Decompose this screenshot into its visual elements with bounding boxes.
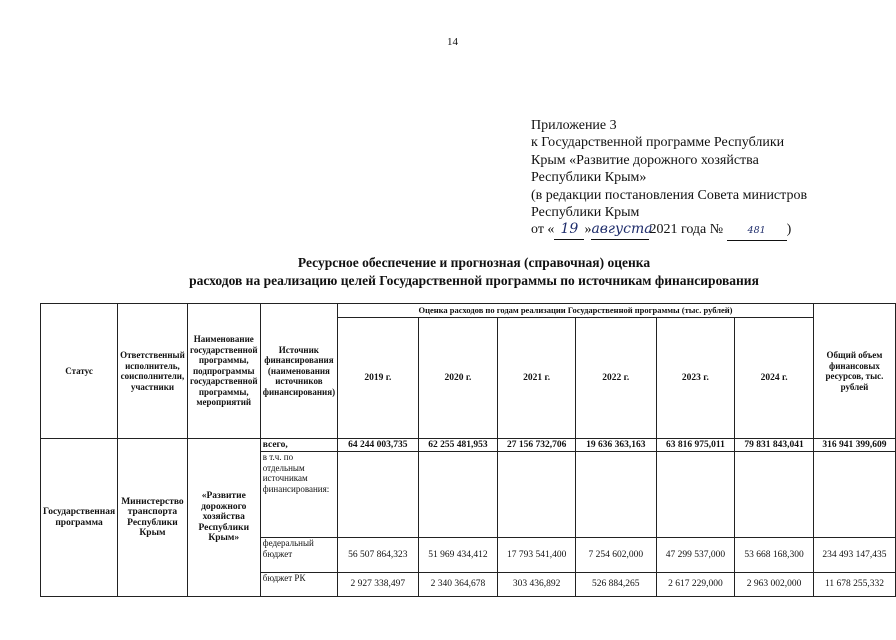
date-prefix: от «: [531, 222, 555, 238]
quote-close: »: [584, 222, 592, 238]
header-name: Наименование государственной программы, подпрограммы государственной программы, мероприятий: [187, 304, 260, 439]
appendix-line: Республики Крым»: [531, 170, 647, 186]
resource-table: [40, 303, 896, 597]
appendix-line: к Государственной программе Республики: [531, 135, 785, 151]
cell-total: [813, 452, 895, 538]
appendix-line: (в редакции постановления Совета министров: [531, 187, 808, 203]
header-year: 2023 г.: [656, 318, 735, 439]
cell-source: в т.ч. по отдельным источникам финансирования:: [260, 452, 337, 538]
cell-value: 56 507 864,323: [338, 538, 419, 573]
cell-total: 316 941 399,609: [813, 439, 895, 452]
cell-value: 62 255 481,953: [418, 439, 498, 452]
cell-value: 27 156 732,706: [498, 439, 576, 452]
table-row-total: [41, 439, 896, 452]
cell-total: 11 678 255,332: [813, 573, 895, 597]
cell-value: 51 969 434,412: [418, 538, 498, 573]
year-text: 2021 года №: [649, 222, 724, 238]
cell-value: 2 617 229,000: [656, 573, 735, 597]
title-line-1: Ресурсное обеспечение и прогнозная (справочная) оценка: [297, 255, 651, 270]
header-year: 2020 г.: [418, 318, 498, 439]
handwritten-number: 481: [727, 222, 787, 240]
cell-value: 2 927 338,497: [338, 573, 419, 597]
header-total: Общий объем финансовых ресурсов, тыс. рублей: [813, 304, 895, 439]
cell-value: [498, 452, 576, 538]
appendix-line: Республики Крым: [531, 205, 640, 221]
cell-value: 2 963 002,000: [735, 573, 814, 597]
page-number: 14: [447, 36, 458, 48]
cell-source: бюджет РК: [260, 573, 337, 597]
cell-value: 17 793 541,400: [498, 538, 576, 573]
cell-value: 303 436,892: [498, 573, 576, 597]
appendix-date-line: [531, 221, 807, 240]
cell-value: 79 831 843,041: [735, 439, 814, 452]
header-status: Статус: [41, 304, 118, 439]
cell-value: [338, 452, 419, 538]
cell-value: 63 816 975,011: [656, 439, 735, 452]
cell-value: [576, 452, 657, 538]
appendix-line: Крым «Развитие дорожного хозяйства: [531, 152, 759, 168]
header-row: [41, 304, 896, 318]
appendix-line: Приложение 3: [531, 118, 617, 133]
cell-source: федеральный бюджет: [260, 538, 337, 573]
handwritten-month: августа: [591, 221, 649, 239]
closing-paren: ): [786, 222, 792, 238]
cell-program-name: «Развитие дорожного хозяйства Республики Крым»: [187, 439, 260, 597]
document-title: [150, 254, 798, 290]
cell-value: 53 668 168,300: [735, 538, 814, 573]
appendix-block: [531, 117, 807, 241]
header-source: Источник финансирования (наименования источников финансирования): [260, 304, 337, 439]
header-year: 2021 г.: [498, 318, 576, 439]
header-year: 2024 г.: [735, 318, 814, 439]
cell-value: [418, 452, 498, 538]
header-responsible: Ответственный исполнитель, соисполнители, участники: [118, 304, 188, 439]
cell-value: 526 884,265: [576, 573, 657, 597]
cell-value: 7 254 602,000: [576, 538, 657, 573]
cell-value: 2 340 364,678: [418, 573, 498, 597]
cell-total: 234 493 147,435: [813, 538, 895, 573]
header-year: 2022 г.: [576, 318, 657, 439]
cell-status: Государственная программа: [41, 439, 118, 597]
cell-value: 19 636 363,163: [576, 439, 657, 452]
cell-source: всего,: [260, 439, 337, 452]
title-line-2: расходов на реализацию целей Государственной программы по источникам финансирования: [189, 273, 759, 288]
header-estimate-group: Оценка расходов по годам реализации Государственной программы (тыс. рублей): [338, 304, 814, 318]
cell-value: 64 244 003,735: [338, 439, 419, 452]
cell-value: [735, 452, 814, 538]
cell-responsible: Министерство транспорта Республики Крым: [118, 439, 188, 597]
header-year: 2019 г.: [338, 318, 419, 439]
cell-value: 47 299 537,000: [656, 538, 735, 573]
handwritten-day: 19: [554, 221, 584, 239]
resource-table-wrapper: [40, 303, 896, 597]
cell-value: [656, 452, 735, 538]
